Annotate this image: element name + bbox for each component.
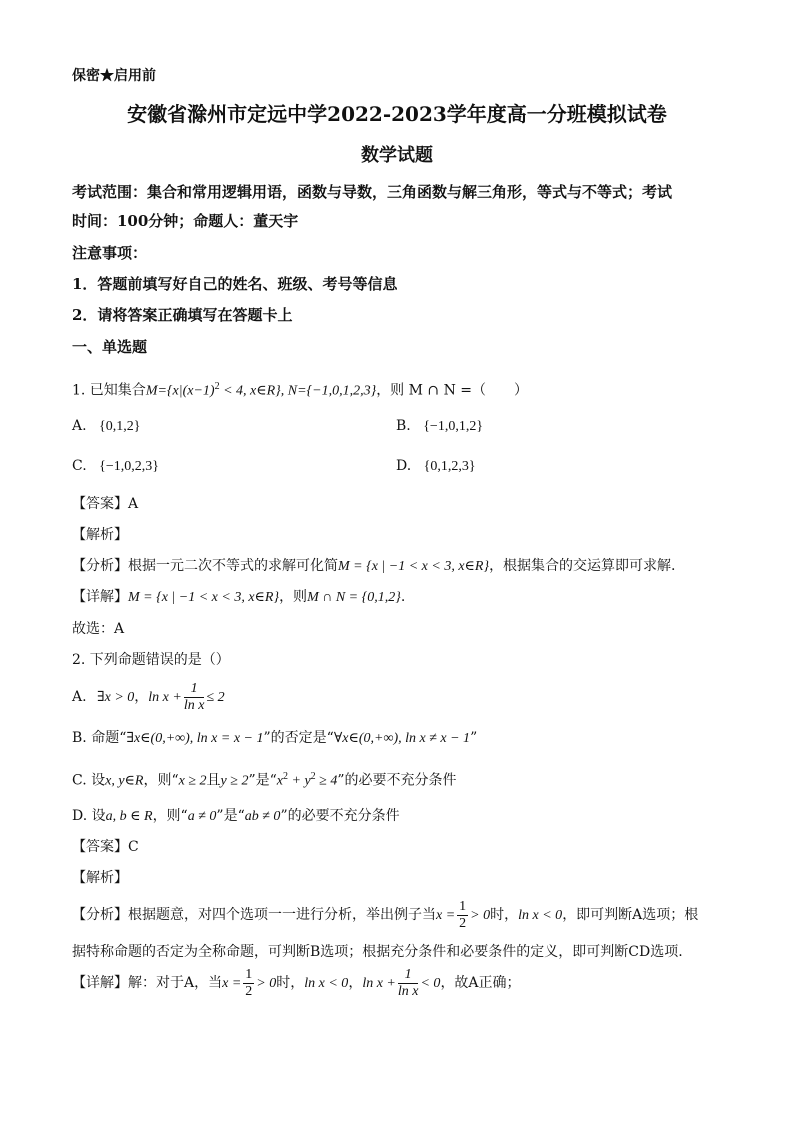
q1-choose: 故选：A	[72, 621, 125, 637]
q1-option-b	[396, 416, 483, 437]
q1-suffix: ，则 M ∩ N =（ ）	[376, 382, 529, 399]
math: a ≠ 0	[187, 809, 217, 824]
math: > 0	[470, 908, 491, 923]
math: ∃x∈(0,+∞), ln x = x − 1	[126, 731, 264, 746]
math: ab ≠ 0	[244, 809, 281, 824]
section-title: 一、单选题	[72, 338, 148, 356]
q2-stem: 2. 下列命题错误的是（）	[72, 652, 230, 668]
math: x =	[436, 908, 456, 923]
q1-option-a	[72, 416, 140, 437]
q1-option-d	[396, 456, 476, 477]
math: x =	[222, 976, 242, 991]
text: ”的否定是“	[263, 730, 334, 746]
exponent: 2	[310, 771, 316, 782]
fraction-denominator: 2	[245, 983, 253, 999]
fenxi-math: M = {x | −1 < x < 3, x∈R}	[338, 559, 490, 574]
fraction	[243, 967, 254, 1000]
text: 时，	[490, 907, 519, 923]
option-label: B.	[396, 418, 411, 434]
secret-label: 保密★启用前	[72, 68, 156, 84]
math: ln x < 0	[518, 908, 563, 923]
math: ∀x∈(0,+∞), ln x ≠ x − 1	[333, 731, 471, 746]
detail-tag: 【详解】	[72, 589, 128, 605]
notes-title: 注意事项：	[72, 244, 148, 262]
text: C. 设	[72, 772, 106, 789]
exam-subtitle: 数学试题	[361, 145, 433, 166]
text: ，则“	[152, 808, 188, 824]
math: ≤ 2	[206, 690, 225, 705]
fraction-numerator: 1	[398, 967, 419, 984]
text: ，	[348, 975, 363, 991]
q2-option-b	[72, 728, 477, 749]
q1-fenxi	[72, 556, 676, 577]
text: ，故A正确；	[440, 975, 521, 991]
q2-analysis-tag: 【解析】	[72, 870, 128, 886]
text: ”	[470, 730, 478, 746]
text: ”的必要不充分条件	[337, 772, 457, 789]
fenxi-tag: 【分析】	[72, 907, 128, 923]
math: ln x < 0	[304, 976, 349, 991]
math: < 0	[420, 976, 441, 991]
math: x	[276, 773, 283, 789]
q1-set-m: M={x|(x−1)	[145, 383, 215, 399]
q2-option-a	[72, 680, 225, 715]
detail-text: .	[400, 589, 406, 605]
fenxi-tag: 【分析】	[72, 558, 128, 574]
text: 根据题意，对四个选项一一进行分析，举出例子当	[128, 907, 436, 923]
q2-option-d	[72, 806, 400, 827]
answer-tag: 【答案】	[72, 496, 128, 512]
fraction	[457, 899, 468, 932]
text: ”的必要不充分条件	[280, 808, 400, 824]
fraction-denominator: ln x	[183, 697, 205, 713]
text: 且	[206, 772, 221, 789]
exam-title: 安徽省滁州市定远中学2022-2023学年度高一分班模拟试卷	[127, 102, 667, 126]
exam-scope-line1: 考试范围：集合和常用逻辑用语，函数与导数，三角函数与解三角形，等式与不等式；考试	[72, 183, 673, 201]
q2-detail	[72, 966, 521, 1001]
detail-math: M = {x | −1 < x < 3, x∈R}	[128, 590, 280, 605]
text: ”是“	[248, 772, 277, 789]
math: ∃x > 0	[97, 690, 135, 705]
option-label: C.	[72, 458, 87, 474]
exam-scope-line2: 时间：100分钟；命题人：董天宇	[72, 212, 299, 230]
fraction	[184, 681, 205, 714]
answer-value: C	[128, 839, 139, 855]
math: ≥ 4	[315, 773, 338, 789]
option-label: A.	[72, 689, 87, 705]
math: x, y∈R	[105, 773, 144, 789]
math: ln x +	[362, 976, 396, 991]
detail-tag: 【详解】	[72, 975, 128, 991]
answer-tag: 【答案】	[72, 839, 128, 855]
option-value: {−1,0,2,3}	[99, 459, 159, 474]
math: y ≥ 2	[220, 773, 249, 789]
exponent: 2	[283, 771, 288, 782]
math: > 0	[256, 976, 277, 991]
option-value: {−1,0,1,2}	[423, 419, 484, 434]
q1-answer	[72, 494, 138, 514]
option-label: D.	[396, 458, 412, 474]
q2-fenxi-line2: 据特称命题的否定为全称命题，可判断B选项；根据充分条件和必要条件的定义，即可判断CD选项.	[72, 944, 683, 960]
text: 时，	[276, 975, 305, 991]
note-2: 2．请将答案正确填写在答题卡上	[72, 306, 293, 324]
fenxi-text: 根据一元二次不等式的求解可化简	[128, 558, 338, 574]
math: ln x +	[148, 690, 182, 705]
option-value: {0,1,2}	[99, 419, 141, 434]
option-label: A.	[72, 418, 87, 434]
punct: ，	[134, 689, 149, 705]
answer-value: A	[128, 496, 139, 512]
q2-answer	[72, 837, 139, 857]
q1-detail	[72, 587, 405, 608]
text: ，则“	[143, 772, 179, 789]
math: a, b ∈ R	[105, 809, 153, 824]
fraction-numerator: 1	[245, 966, 253, 982]
text: 解：对于A，当	[128, 975, 223, 991]
math: + y	[288, 773, 311, 789]
fenxi-text: ，根据集合的交运算即可求解.	[489, 558, 676, 574]
q1-set-m-tail: < 4, x∈R}, N={−1,0,1,2,3}	[219, 383, 377, 399]
note-1: 1．答题前填写好自己的姓名、班级、考号等信息	[72, 275, 398, 293]
q1-prefix: 1. 已知集合	[72, 382, 146, 399]
option-value: {0,1,2,3}	[423, 459, 476, 474]
q2-fenxi-line1	[72, 898, 698, 933]
fraction	[398, 967, 419, 1000]
text: B. 命题“	[72, 730, 127, 746]
text: D. 设	[72, 808, 106, 824]
text: ，即可判断A选项；根	[562, 907, 699, 923]
detail-text: ，则	[279, 589, 308, 605]
text: ”是“	[216, 808, 245, 824]
q2-option-c	[72, 767, 457, 792]
fraction-denominator: ln x	[397, 983, 419, 999]
q1-option-c	[72, 456, 159, 477]
fraction-numerator: 1	[459, 898, 467, 914]
q1-exponent: 2	[214, 381, 220, 392]
detail-math: M ∩ N = {0,1,2}	[307, 590, 401, 605]
fraction-denominator: 2	[459, 915, 467, 931]
math: x ≥ 2	[178, 773, 207, 789]
fraction-numerator: 1	[184, 681, 205, 698]
q1-analysis-tag: 【解析】	[72, 527, 128, 543]
q1-stem	[72, 377, 528, 402]
